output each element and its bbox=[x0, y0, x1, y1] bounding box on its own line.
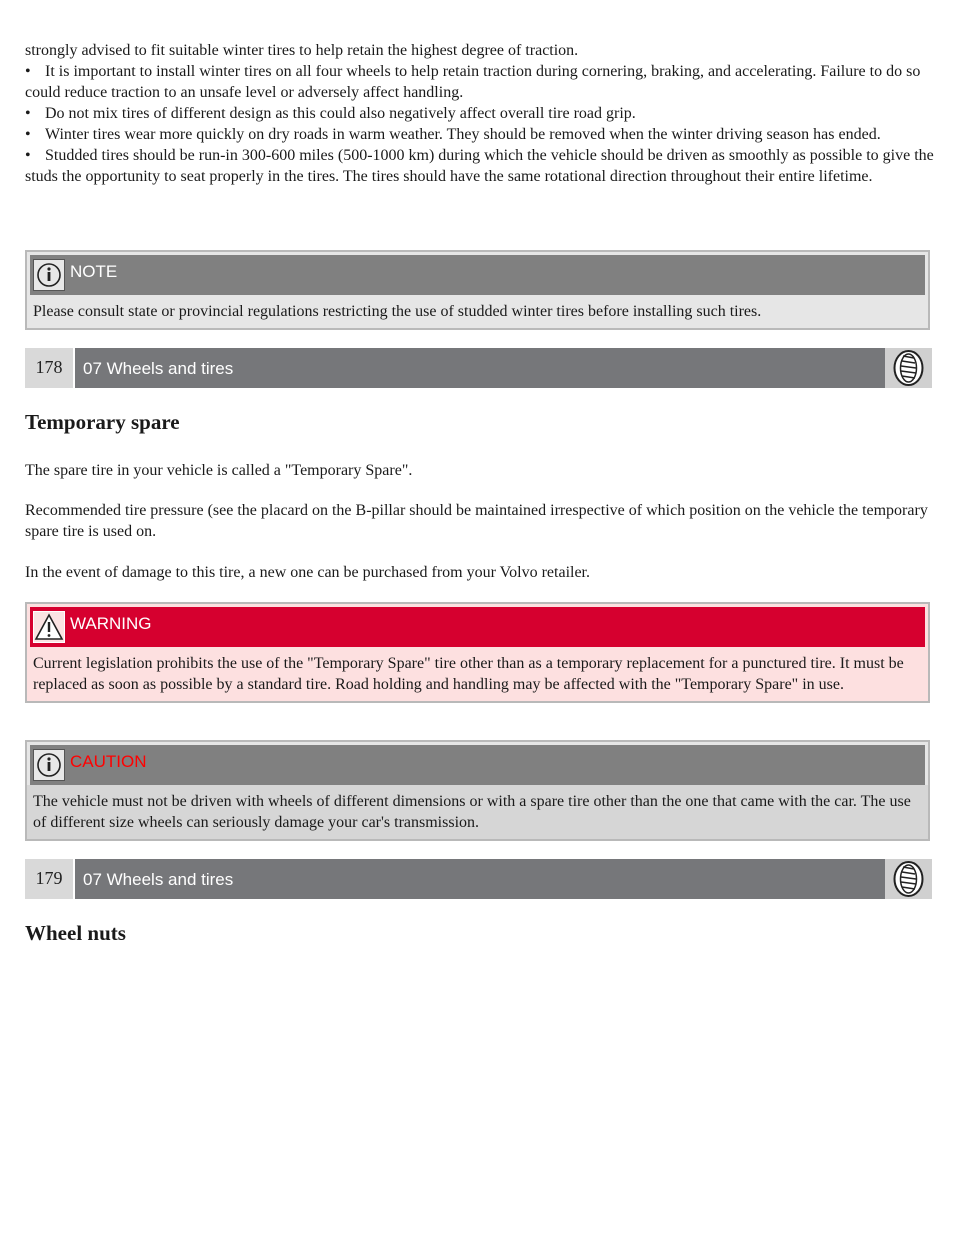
caution-header bbox=[30, 745, 925, 785]
section-title: 07 Wheels and tires bbox=[75, 859, 885, 899]
note-box bbox=[25, 250, 930, 330]
section-title: 07 Wheels and tires bbox=[75, 348, 885, 388]
paragraph: In the event of damage to this tire, a new one can be purchased from your Volvo retailer. bbox=[25, 564, 590, 581]
section-header-179 bbox=[25, 859, 932, 899]
list-item: • It is important to install winter tires on all four wheels to help retain traction during cornering, braking, and accelerating. Failure to do so could reduce traction to an unsafe level or adversely affect handling. bbox=[25, 63, 921, 101]
heading-wheel-nuts: Wheel nuts bbox=[25, 921, 126, 945]
page-number: 179 bbox=[25, 859, 73, 899]
page-number: 178 bbox=[25, 348, 73, 388]
info-icon bbox=[33, 749, 65, 781]
note-header bbox=[30, 255, 925, 295]
winter-tires-intro bbox=[25, 40, 940, 187]
info-icon bbox=[33, 259, 65, 291]
paragraph: The spare tire in your vehicle is called a "Temporary Spare". bbox=[25, 462, 413, 479]
caution-label: CAUTION bbox=[70, 751, 147, 771]
section-header-178 bbox=[25, 348, 932, 388]
warning-label: WARNING bbox=[70, 613, 152, 633]
warning-triangle-icon bbox=[33, 611, 65, 643]
note-label: NOTE bbox=[70, 261, 118, 281]
bullet-icon: • bbox=[25, 147, 31, 164]
warning-box bbox=[25, 602, 930, 703]
warning-text: Current legislation prohibits the use of the "Temporary Spare" tire other than as a temporary replacement for a punctured tire. It must be replaced as soon as possible by a standard tire. Road holding and handling may be affected with the "Temporary Spare" in use. bbox=[27, 647, 928, 701]
caution-box bbox=[25, 740, 930, 841]
list-item: • Winter tires wear more quickly on dry roads in warm weather. They should be removed when the winter driving season has ended. bbox=[25, 126, 881, 143]
bullet-icon: • bbox=[25, 126, 31, 143]
list-item: • Do not mix tires of different design as this could also negatively affect overall tire road grip. bbox=[25, 105, 636, 122]
warning-header bbox=[30, 607, 925, 647]
bullet-icon: • bbox=[25, 63, 31, 80]
bullet-icon: • bbox=[25, 105, 31, 122]
intro-line: strongly advised to fit suitable winter tires to help retain the highest degree of traction. bbox=[25, 42, 579, 59]
heading-temporary-spare: Temporary spare bbox=[25, 410, 180, 434]
note-text: Please consult state or provincial regulations restricting the use of studded winter tires before installing such tires. bbox=[27, 295, 928, 328]
tire-icon bbox=[885, 348, 932, 388]
tire-icon bbox=[885, 859, 932, 899]
list-item: • Studded tires should be run-in 300-600 miles (500-1000 km) during which the vehicle should be driven as smoothly as possible to give the studs the opportunity to seat properly in the tires. The tires should have the same rotational direction throughout their entire lifetime. bbox=[25, 147, 934, 185]
paragraph: Recommended tire pressure (see the placard on the B-pillar should be maintained irrespective of which position on the vehicle the temporary spare tire is used on. bbox=[25, 502, 928, 540]
caution-text: The vehicle must not be driven with wheels of different dimensions or with a spare tire other than the one that came with the car. The use of different size wheels can seriously damage your car's transmission. bbox=[27, 785, 928, 839]
